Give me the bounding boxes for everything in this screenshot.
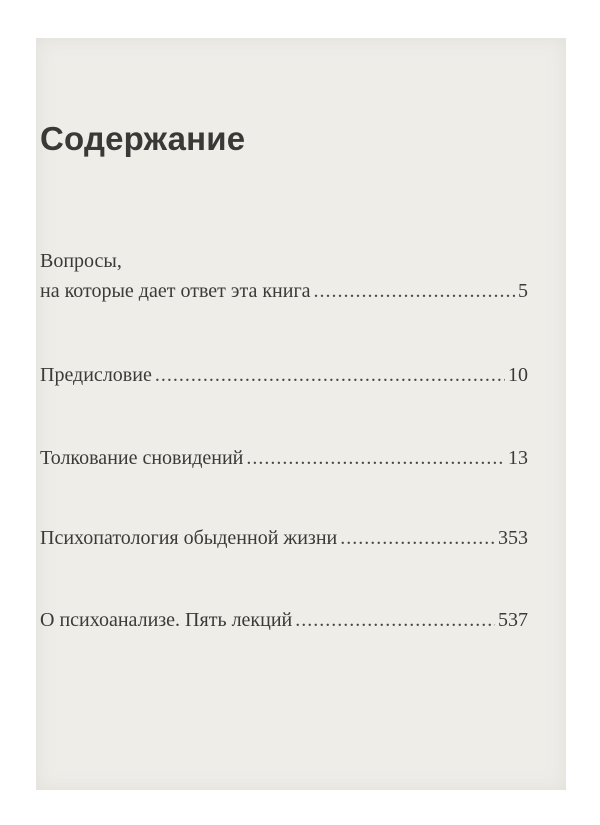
toc-entry-title: Толкование сновидений <box>40 447 244 469</box>
dot-leader <box>295 605 495 635</box>
toc-entry-page: 10 <box>508 364 528 386</box>
toc-entry-psychopathology <box>40 523 528 553</box>
toc-entry-page: 537 <box>498 609 528 631</box>
contents-heading: Содержание <box>40 120 246 157</box>
toc-entry-first-line <box>40 246 528 276</box>
toc-entry-main-line <box>40 276 528 306</box>
toc-entry-title: Предисловие <box>40 364 152 386</box>
dot-leader <box>246 443 505 473</box>
dot-leader <box>340 523 495 553</box>
toc-entry-preface <box>40 360 528 390</box>
toc-entry-page: 5 <box>518 280 528 302</box>
toc-entry-main-line <box>40 443 528 473</box>
toc-entry-main-line <box>40 523 528 553</box>
dot-leader <box>155 360 505 390</box>
toc-entry-page: 13 <box>508 447 528 469</box>
toc-entry-page: 353 <box>498 527 528 549</box>
toc-entry-title: на которые дает ответ эта книга <box>40 280 311 302</box>
toc-entry-title: О психоанализе. Пять лекций <box>40 609 293 631</box>
toc-entry-main-line <box>40 605 528 635</box>
toc-entry-questions <box>40 246 528 306</box>
toc-entry-psychoanalysis <box>40 605 528 635</box>
toc-entry-title-line1: Вопросы, <box>40 250 122 272</box>
dot-leader <box>314 276 515 306</box>
toc-entry-title: Психопатология обыденной жизни <box>40 527 338 549</box>
toc-entry-dreams <box>40 443 528 473</box>
toc-entry-main-line <box>40 360 528 390</box>
